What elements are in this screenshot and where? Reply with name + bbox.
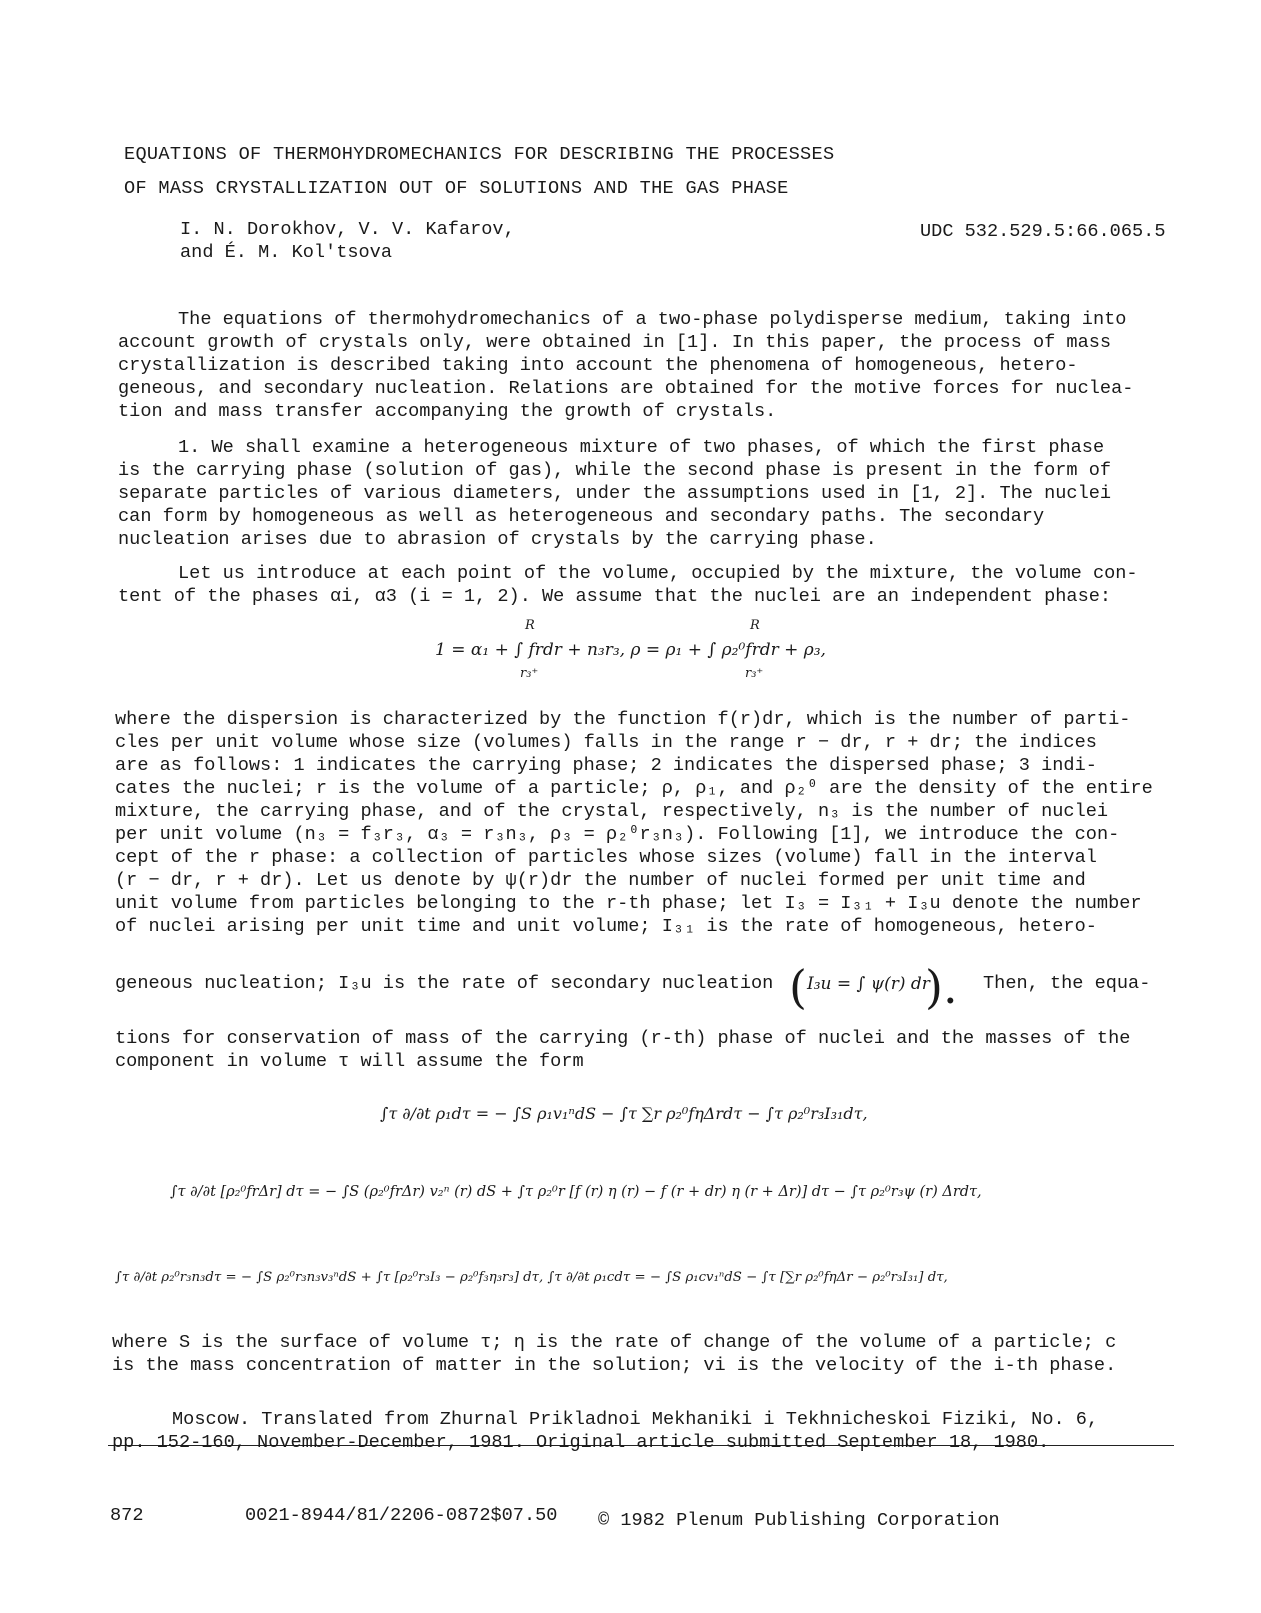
udc-code: UDC 532.529.5:66.065.5 [920,221,1166,242]
abstract-line: The equations of thermohydromechanics of a two-phase polydisperse medium, taking into [178,309,1127,330]
conservation-paragraph [115,1027,1175,1073]
abstract-line: account growth of crystals only, were obtained in [1]. In this paper, the process of mass [118,332,1112,353]
paper-title [124,138,884,206]
footnote-line: pp. 152-160, November-December, 1981. Original article submitted September 18, 1980. [112,1432,1050,1453]
body-line: cept of the r phase: a collection of particles whose sizes (volume) fall in the interval [115,847,1097,868]
body-line: can form by homogeneous as well as heterogeneous and secondary paths. The secondary [118,506,1045,527]
body-line: Let us introduce at each point of the volume, occupied by the mixture, the volume con- [178,563,1138,584]
inline-formula: I₃u = ∫ ψ(r) dr [807,974,930,994]
body-line: unit volume from particles belonging to the r-th phase; let I₃ = I₃₁ + I₃u denote the number [115,893,1142,914]
right-paren: ). [925,960,958,1014]
body-line: per unit volume (n₃ = f₃r₃, α₃ = r₃n₃, ρ₃ = ρ₂⁰r₃n₃). Following [1], we introduce the con- [115,824,1120,845]
abstract-line: tion and mass transfer accompanying the growth of crystals. [118,401,777,422]
authors-line-2: and É. M. Kol'tsova [180,242,393,263]
left-paren: ( [789,960,807,1014]
abstract-line: geneous, and secondary nucleation. Relations are obtained for the motive forces for nuclea- [118,378,1134,399]
equation-1: 1 = α₁ + ∫ frdr + n₃r₃, ρ = ρ₁ + ∫ ρ₂⁰frdr + ρ₃, [435,640,826,660]
title-line-1: EQUATIONS OF THERMOHYDROMECHANICS FOR DESCRIBING THE PROCESSES [124,144,835,165]
body-line: cles per unit volume whose size (volumes) falls in the range r − dr, r + dr; the indices [115,732,1097,753]
body-line: cates the nuclei; r is the volume of a particle; ρ, ρ₁, and ρ₂⁰ are the density of the entire [115,778,1153,799]
integral-upper-limit: R [750,618,760,633]
title-line-2: OF MASS CRYSTALLIZATION OUT OF SOLUTIONS AND THE GAS PHASE [124,178,789,199]
body-line: where the dispersion is characterized by the function f(r)dr, which is the number of parti- [115,709,1131,730]
body-line: component in volume τ will assume the form [115,1051,584,1072]
phase-paragraph [118,562,1178,608]
body-line: (r − dr, r + dr). Let us denote by ψ(r)dr the number of nuclei formed per unit time and [115,870,1086,891]
equation-volume-content [0,618,1261,688]
article-code: 0021-8944/81/2206-0872$07.50 [245,1505,558,1526]
body-line: are as follows: 1 indicates the carrying phase; 2 indicates the dispersed phase; 3 indi- [115,755,1097,776]
body-text: geneous nucleation; I₃u is the rate of secondary nucleation [115,973,774,994]
integral-lower-limit: r₃⁺ [520,666,539,681]
authors-line-1: I. N. Dorokhov, V. V. Kafarov, [180,219,515,240]
equation-nuclei-and-component: ∫τ ∂/∂t ρ₂⁰r₃n₃dτ = − ∫S ρ₂⁰r₃n₃v₃ⁿdS + ∫τ [ρ₂⁰r₃I₃ − ρ₂⁰f₃η₃r₃] dτ, ∫τ ∂/∂t ρ₁cdτ = − ∫S ρ₁cv₁ⁿdS − ∫τ [∑r ρ₂⁰fηΔr − ρ₂⁰r₃I₃₁] dτ, [115,1270,948,1285]
body-line: mixture, the carrying phase, and of the crystal, respectively, n₃ is the number of nuclei [115,801,1109,822]
body-line: tent of the phases αi, α3 (i = 1, 2). We assume that the nuclei are an independent phase: [118,586,1112,607]
abstract [118,308,1178,423]
integral-lower-limit: r₃⁺ [745,666,764,681]
body-line: 1. We shall examine a heterogeneous mixture of two phases, of which the first phase [178,437,1105,458]
section-1-paragraph [118,436,1178,551]
footnote-line: Moscow. Translated from Zhurnal Prikladnoi Mekhaniki i Tekhnicheskoi Fiziki, No. 6, [172,1409,1099,1430]
body-line: of nuclei arising per unit time and unit volume; I₃₁ is the rate of homogeneous, hetero- [115,916,1097,937]
abstract-line: crystallization is described taking into account the phenomena of homogeneous, hetero- [118,355,1078,376]
copyright: © 1982 Plenum Publishing Corporation [598,1510,1000,1531]
secondary-nucleation-line [115,950,1175,1020]
equation-r-phase: ∫τ ∂/∂t [ρ₂⁰frΔr] dτ = − ∫S (ρ₂⁰frΔr) v₂ⁿ (r) dS + ∫τ ρ₂⁰r [f (r) η (r) − f (r + dr) η (r + Δr)] dτ − ∫τ ρ₂⁰r₃ψ (r) Δrdτ, [170,1184,982,1200]
body-line: nucleation arises due to abrasion of crystals by the carrying phase. [118,529,877,550]
definitions-paragraph [112,1331,1172,1377]
integral-upper-limit: R [525,618,535,633]
footnote [112,1408,1172,1454]
body-line: where S is the surface of volume τ; η is the rate of change of the volume of a particle; c [112,1332,1117,1353]
body-line: tions for conservation of mass of the carrying (r-th) phase of nuclei and the masses of the [115,1028,1131,1049]
body-text: Then, the equa- [983,973,1151,994]
body-line: is the mass concentration of matter in the solution; vi is the velocity of the i-th phase. [112,1355,1117,1376]
authors [180,218,515,264]
dispersion-paragraph [115,708,1175,938]
equation-carrying-phase: ∫τ ∂/∂t ρ₁dτ = − ∫S ρ₁v₁ⁿdS − ∫τ ∑r ρ₂⁰fηΔrdτ − ∫τ ρ₂⁰r₃I₃₁dτ, [380,1104,868,1123]
page-number: 872 [110,1505,144,1526]
body-line: separate particles of various diameters, under the assumptions used in [1, 2]. The nuclei [118,483,1112,504]
body-line: is the carrying phase (solution of gas), while the second phase is present in the form of [118,460,1112,481]
